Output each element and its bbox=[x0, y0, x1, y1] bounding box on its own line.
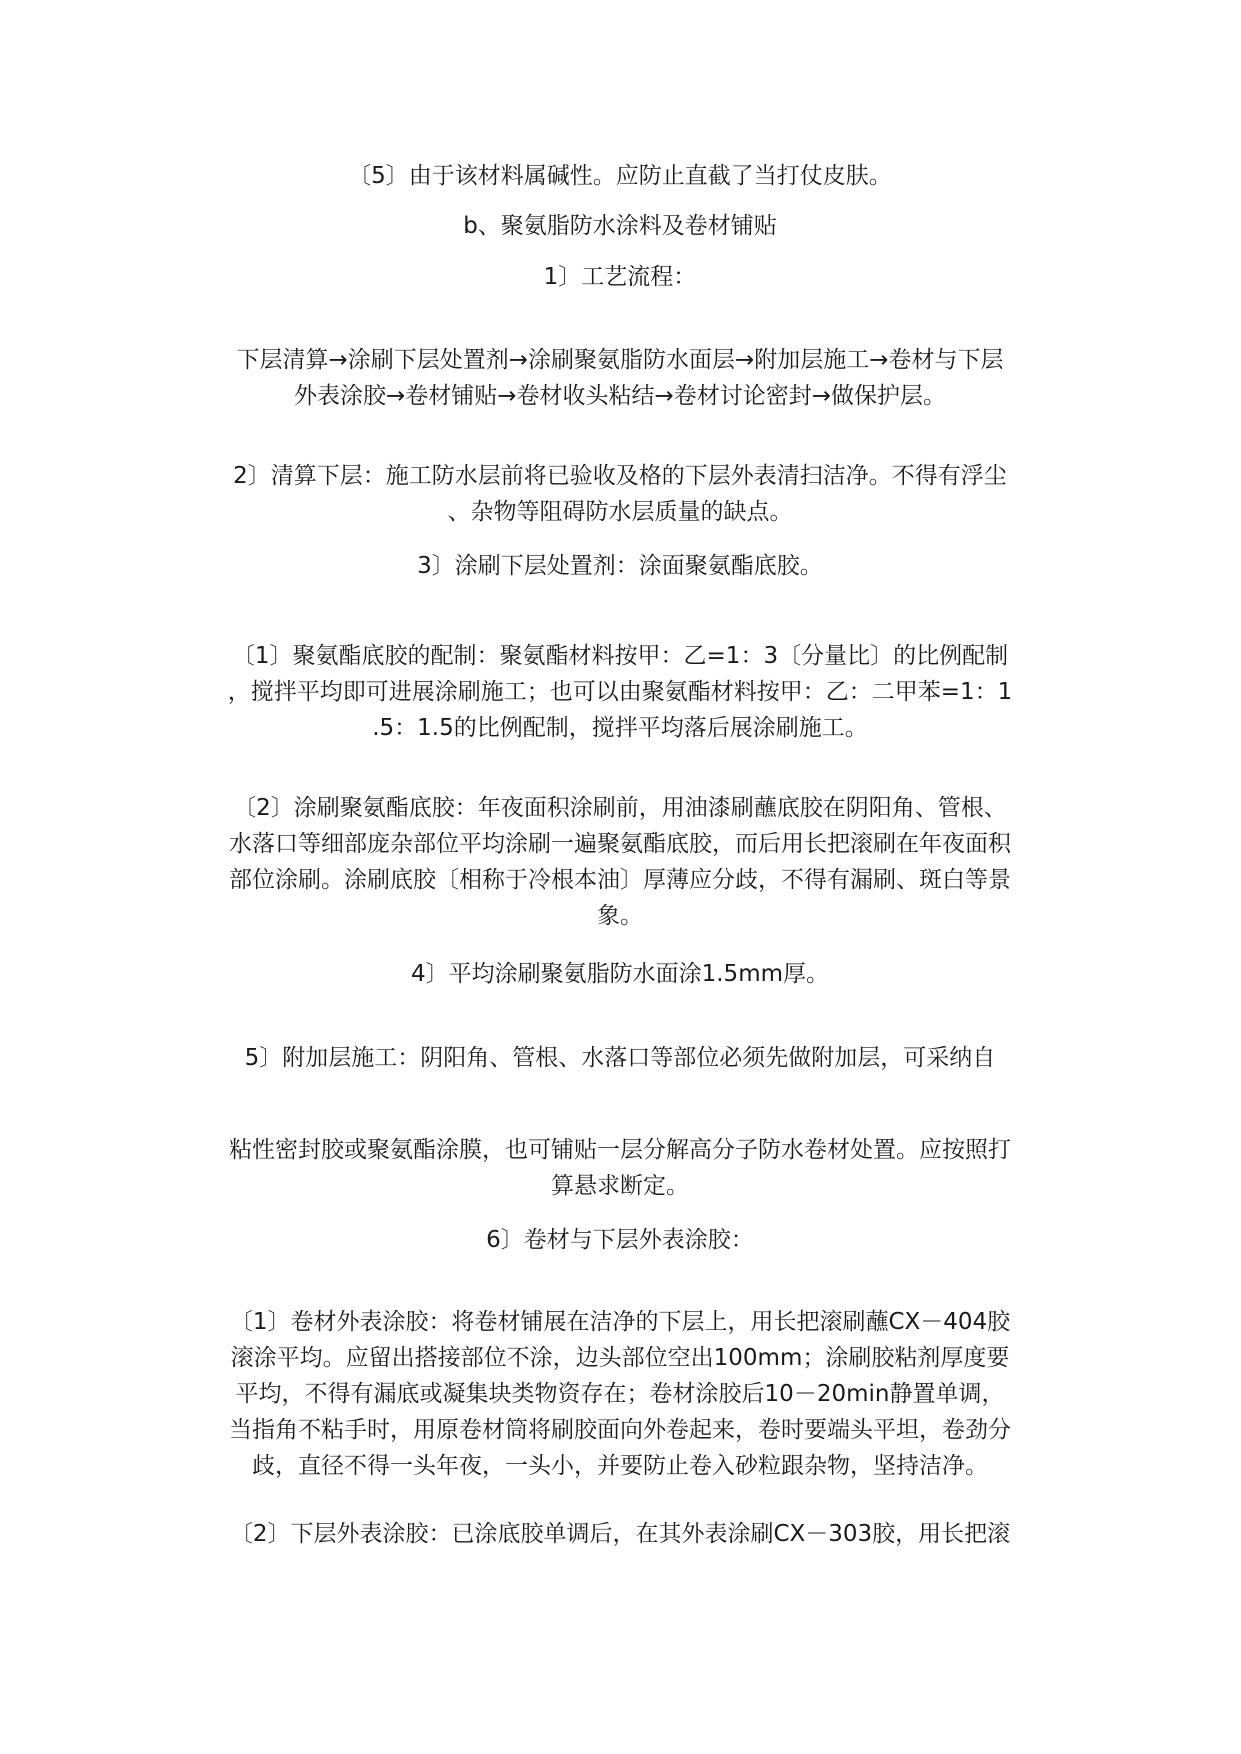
text-line: 下层清算→涂刷下层处置剂→涂刷聚氨脂防水面层→附加层施工→卷材与下层 bbox=[236, 347, 1004, 373]
paragraph-step-5 bbox=[190, 1040, 1050, 1076]
paragraph-primer-apply bbox=[190, 790, 1050, 934]
step-6-heading bbox=[190, 1222, 1050, 1258]
text-line: 粘性密封胶或聚氨酯涂膜，也可铺贴一层分解高分子防水卷材处置。应按照打 bbox=[229, 1137, 1011, 1163]
text-line: 当指角不粘手时，用原卷材筒将刷胶面向外卷起来，卷时要端头平坦，卷劲分 bbox=[229, 1417, 1011, 1443]
step-1-heading bbox=[190, 259, 1050, 295]
text-line: 象。 bbox=[597, 903, 643, 929]
paragraph-step-3 bbox=[190, 548, 1050, 584]
text-line: 平均，不得有漏底或凝集块类物资存在；卷材涂胶后10－20min静置单调， bbox=[235, 1381, 1005, 1407]
text-line: 4〕平均涂刷聚氨脂防水面涂1.5mm厚。 bbox=[410, 961, 830, 987]
text-line: 6〕卷材与下层外表涂胶： bbox=[486, 1227, 754, 1253]
text-line: .5：1.5的比例配制，搅拌平均落后展涂刷施工。 bbox=[372, 715, 868, 741]
text-line: 部位涂刷。涂刷底胶〔相称于冷根本油〕厚薄应分歧，不得有漏刷、斑白等景 bbox=[229, 867, 1011, 893]
text-line: 〔2〕下层外表涂胶：已涂底胶单调后，在其外表涂刷CX－303胶，用长把滚 bbox=[229, 1521, 1011, 1547]
paragraph-step-4 bbox=[190, 956, 1050, 992]
paragraph-step-2 bbox=[190, 458, 1050, 530]
paragraph-process-flow bbox=[190, 342, 1050, 414]
paragraph-membrane-coating bbox=[190, 1304, 1050, 1484]
paragraph-step-5-continued bbox=[190, 1132, 1050, 1204]
text-line: 水落口等细部庞杂部位平均涂刷一遍聚氨酯底胶，而后用长把滚刷在年夜面积 bbox=[229, 831, 1011, 857]
text-line: 滚涂平均。应留出搭接部位不涂，边头部位空出100mm；涂刷胶粘剂厚度要 bbox=[230, 1345, 1010, 1371]
text-line: b、聚氨脂防水涂料及卷材铺贴 bbox=[463, 213, 777, 239]
paragraph-caution-alkaline bbox=[190, 158, 1050, 194]
text-line: 2〕清算下层：施工防水层前将已验收及格的下层外表清扫洁净。不得有浮尘 bbox=[233, 463, 1007, 489]
text-line: 5〕附加层施工：阴阳角、管根、水落口等部位必须先做附加层，可采纳自 bbox=[244, 1045, 996, 1071]
section-heading-b bbox=[190, 208, 1050, 244]
text-line: 〔1〕卷材外表涂胶：将卷材铺展在洁净的下层上，用长把滚刷蘸CX－404胶 bbox=[229, 1309, 1011, 1335]
text-line: 〔1〕聚氨酯底胶的配制：聚氨酯材料按甲：乙=1：3〔分量比〕的比例配制 bbox=[231, 643, 1009, 669]
paragraph-base-coating bbox=[190, 1516, 1050, 1552]
text-line: 〔2〕涂刷聚氨酯底胶：年夜面积涂刷前，用油漆刷蘸底胶在阴阳角、管根、 bbox=[233, 795, 1007, 821]
text-line: 3〕涂刷下层处置剂：涂面聚氨酯底胶。 bbox=[417, 553, 823, 579]
text-line: ，搅拌平均即可进展涂刷施工；也可以由聚氨酯材料按甲：乙：二甲苯=1：1 bbox=[227, 679, 1013, 705]
text-line: 算悬求断定。 bbox=[551, 1173, 689, 1199]
text-line: 外表涂胶→卷材铺贴→卷材收头粘结→卷材讨论密封→做保护层。 bbox=[293, 383, 947, 409]
text-line: 1〕工艺流程： bbox=[543, 264, 697, 290]
text-line: 歧，直径不得一头年夜，一头小，并要防止卷入砂粒跟杂物，坚持洁净。 bbox=[252, 1453, 988, 1479]
text-line: 、杂物等阻碍防水层质量的缺点。 bbox=[447, 499, 793, 525]
paragraph-primer-mix bbox=[190, 638, 1050, 746]
text-line: 〔5〕由于该材料属碱性。应防止直截了当打仗皮肤。 bbox=[348, 163, 892, 189]
